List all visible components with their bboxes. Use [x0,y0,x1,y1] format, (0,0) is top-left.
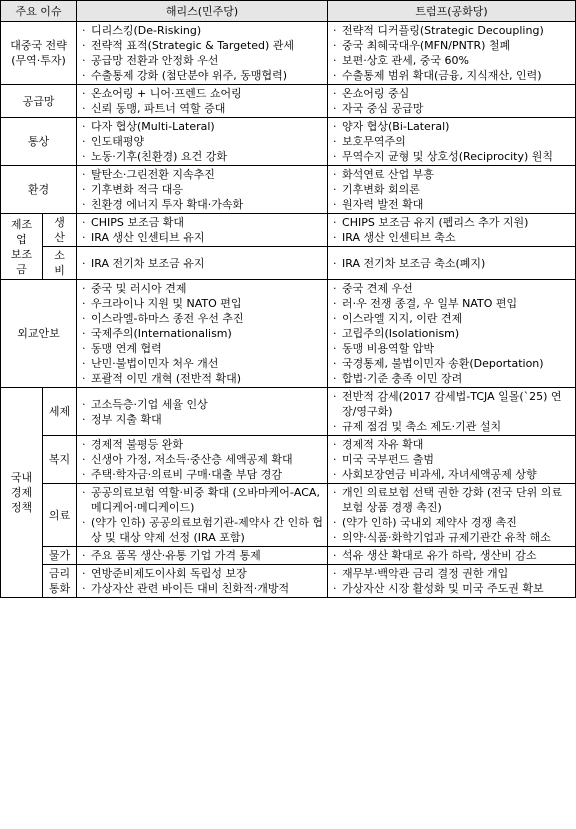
bullet-list [332,281,571,386]
bullet-item: · 친환경 에너지 투자 확대·가속화 [81,197,323,212]
bullet-item: · (약가 인하) 국내외 제약사 경쟁 촉진 [332,515,571,530]
bullet-item: · 양자 협상(Bi-Lateral) [332,119,571,134]
domestic-label-3: 정책 [10,501,33,514]
issue-label-trade: 통상 [1,118,77,166]
bullet-list [81,485,323,545]
trump-china [328,22,576,85]
trump-production [328,214,576,247]
bullet-item: · 정부 지출 확대 [81,412,323,427]
currency-label-2: 통화 [48,582,71,595]
bullet-item: · 러·우 전쟁 종결, 우 일부 NATO 편입 [332,296,571,311]
domestic-label-1: 국내 [10,471,33,484]
production-label-2: 산 [54,231,65,244]
trump-consumption [328,247,576,280]
row-domestic-currency [1,565,576,598]
bullet-item: · 노동·기후(친환경) 요건 강화 [81,149,323,164]
sub-label-tax: 세제 [43,388,77,436]
subsidy-label-3: 보조 [10,247,33,261]
consumption-label-2: 비 [54,264,65,277]
trump-supply [328,85,576,118]
bullet-item: · 수출통제 범위 확대(금융, 지식재산, 인력) [332,68,571,83]
bullet-item: · 화석연료 산업 부흥 [332,167,571,182]
bullet-item: · 합법·기준 충족 이민 장려 [332,371,571,386]
header-trump: 트럼프(공화당) [328,1,576,22]
header-harris: 해리스(민주당) [77,1,328,22]
row-diplomacy [1,280,576,388]
bullet-item: · 동맹 연계 협력 [81,341,323,356]
bullet-item: · 재무부·백악관 금리 결정 권한 개입 [332,566,571,581]
bullet-item: · 수출통제 강화 (첨단분야 위주, 동맹협력) [81,68,323,83]
bullet-item: · 포괄적 이민 개혁 (전반적 확대) [81,371,323,386]
sub-label-production [43,214,77,247]
bullet-item: · 공급망 전환과 안정화 우선 [81,53,323,68]
bullet-list [81,566,323,596]
bullet-list [332,548,571,563]
bullet-item: · 사회보장연금 비과세, 자녀세액공제 상향 [332,467,571,482]
bullet-item: · 중국 및 러시아 견제 [81,281,323,296]
harris-prices [77,547,328,565]
issue-label-env: 환경 [1,166,77,214]
row-trade [1,118,576,166]
bullet-list [332,23,571,83]
trump-diplomacy [328,280,576,388]
bullet-list [332,389,571,434]
bullet-item: · 국제주의(Internationalism) [81,326,323,341]
china-label: 대중국 전략 [10,39,67,52]
row-domestic-prices [1,547,576,565]
bullet-item: · 자국 중심 공급망 [332,101,571,116]
production-label-1: 생 [54,216,65,229]
bullet-item: · 이스라엘 지지, 이란 견제 [332,311,571,326]
bullet-item: · 탈탄소·그린전환 지속추진 [81,167,323,182]
sub-label-welfare: 복지 [43,436,77,484]
china-label-sub: (무역·투자) [11,54,66,67]
subsidy-label-1: 제조 [10,217,33,231]
bullet-item: · 기후변화 적극 대응 [81,182,323,197]
bullet-list [81,256,323,271]
bullet-item: · 무역수지 균형 및 상호성(Reciprocity) 원칙 [332,149,571,164]
issue-label-diplomacy: 외교안보 [1,280,77,388]
subsidy-label-4: 금 [16,262,27,276]
bullet-item: · 다자 협상(Multi-Lateral) [81,119,323,134]
row-env [1,166,576,214]
bullet-item: · 가상자산 관련 바이든 대비 친화적·개방적 [81,581,323,596]
bullet-item: · 보호무역주의 [332,134,571,149]
harris-trade [77,118,328,166]
bullet-item: · 주요 품목 생산·유통 기업 가격 통제 [81,548,323,563]
bullet-item: · 디리스킹(De-Risking) [81,23,323,38]
harris-china [77,22,328,85]
domestic-label-2: 경제 [10,486,33,499]
consumption-label-1: 소 [54,249,65,262]
bullet-item: · 경제적 자유 확대 [332,437,571,452]
bullet-item: · 석유 생산 확대로 유가 하락, 생산비 감소 [332,548,571,563]
trump-welfare [328,436,576,484]
bullet-list [332,437,571,482]
harris-diplomacy [77,280,328,388]
trump-medical [328,484,576,547]
bullet-list [81,215,323,245]
issue-label-domestic [1,388,43,598]
bullet-item: · 주택·학자금·의료비 구매·대출 부담 경감 [81,467,323,482]
header-row [1,1,576,22]
trump-prices [328,547,576,565]
bullet-item: · CHIPS 보조금 확대 [81,215,323,230]
bullet-list [332,167,571,212]
bullet-list [332,86,571,116]
trump-trade [328,118,576,166]
bullet-item: · 전략적 디커플링(Strategic Decoupling) [332,23,571,38]
issue-label-subsidy [1,214,43,280]
sub-label-prices: 물가 [43,547,77,565]
bullet-list [81,167,323,212]
harris-supply [77,85,328,118]
bullet-list [81,548,323,563]
trump-env [328,166,576,214]
sub-label-consumption [43,247,77,280]
trump-currency [328,565,576,598]
bullet-item: · 공공의료보험 역할·비중 확대 (오바마케어-ACA, 메디케어·메디케이드) [81,485,323,515]
bullet-item: · 신뢰 동맹, 파트너 역할 증대 [81,101,323,116]
bullet-item: · 중국 견제 우선 [332,281,571,296]
bullet-item: · 규제 점검 및 축소 제도·기관 설치 [332,419,571,434]
sub-label-medical: 의료 [43,484,77,547]
row-subsidy-production [1,214,576,247]
bullet-item: · 원자력 발전 확대 [332,197,571,212]
row-domestic-tax [1,388,576,436]
bullet-item: · 연방준비제도이사회 독립성 보장 [81,566,323,581]
bullet-item: · 가상자산 시장 활성화 및 미국 주도권 확보 [332,581,571,596]
row-subsidy-consumption [1,247,576,280]
bullet-list [81,281,323,386]
bullet-list [81,23,323,83]
harris-medical [77,484,328,547]
harris-welfare [77,436,328,484]
harris-tax [77,388,328,436]
bullet-item: · 우크라이나 지원 및 NATO 편입 [81,296,323,311]
trump-tax [328,388,576,436]
issue-label-supply: 공급망 [1,85,77,118]
row-domestic-medical [1,484,576,547]
bullet-list [332,485,571,545]
bullet-item: · 보편·상호 관세, 중국 60% [332,53,571,68]
harris-production [77,214,328,247]
bullet-list [332,566,571,596]
bullet-item: · IRA 전기차 보조금 축소(폐지) [332,256,571,271]
bullet-item: · 미국 국부펀드 출범 [332,452,571,467]
bullet-item: · 전략적 표적(Strategic & Targeted) 관세 [81,38,323,53]
bullet-item: · 의약·식품·화학기업과 규제기관간 유착 해소 [332,530,571,545]
bullet-item: · 중국 최혜국대우(MFN/PNTR) 철폐 [332,38,571,53]
bullet-item: · 전반적 감세(2017 감세법-TCJA 일몰(`25) 연장/영구화) [332,389,571,419]
currency-label-1: 금리 [48,567,71,580]
bullet-item: · 인도태평양 [81,134,323,149]
bullet-list [81,119,323,164]
bullet-item: · 고소득층·기업 세율 인상 [81,397,323,412]
bullet-item: · IRA 생산 인센티브 유지 [81,230,323,245]
bullet-list [332,215,571,245]
bullet-item: · IRA 생산 인센티브 축소 [332,230,571,245]
bullet-item: · (약가 인하) 공공의료보험기관-제약사 간 인하 협상 및 대상 약제 선정 (IRA 포함) [81,515,323,545]
bullet-list [332,119,571,164]
bullet-item: · 동맹 비용역할 압박 [332,341,571,356]
header-issue: 주요 이슈 [1,1,77,22]
row-domestic-welfare [1,436,576,484]
bullet-item: · 신생아 가정, 저소득·중산층 세액공제 확대 [81,452,323,467]
sub-label-currency [43,565,77,598]
bullet-list [81,397,323,427]
bullet-item: · 개인 의료보험 선택 권한 강화 (전국 단위 의료보험 상품 경쟁 촉진) [332,485,571,515]
row-china [1,22,576,85]
row-supply [1,85,576,118]
bullet-list [81,86,323,116]
bullet-item: · 온쇼어링 중심 [332,86,571,101]
bullet-item: · 난민·불법이민자 처우 개선 [81,356,323,371]
bullet-item: · 국경통제, 불법이민자 송환(Deportation) [332,356,571,371]
bullet-item: · 이스라엘-하마스 종전 우선 추진 [81,311,323,326]
bullet-item: · 고립주의(Isolationism) [332,326,571,341]
bullet-item: · IRA 전기차 보조금 유지 [81,256,323,271]
subsidy-label-2: 업 [16,232,27,246]
bullet-list [81,437,323,482]
bullet-item: · CHIPS 보조금 유지 (펩리스 추가 지원) [332,215,571,230]
issue-label-china [1,22,77,85]
harris-env [77,166,328,214]
bullet-list [332,256,571,271]
bullet-item: · 경제적 불평등 완화 [81,437,323,452]
harris-consumption [77,247,328,280]
bullet-item: · 온쇼어링 + 니어·프렌드 쇼어링 [81,86,323,101]
bullet-item: · 기후변화 회의론 [332,182,571,197]
harris-currency [77,565,328,598]
